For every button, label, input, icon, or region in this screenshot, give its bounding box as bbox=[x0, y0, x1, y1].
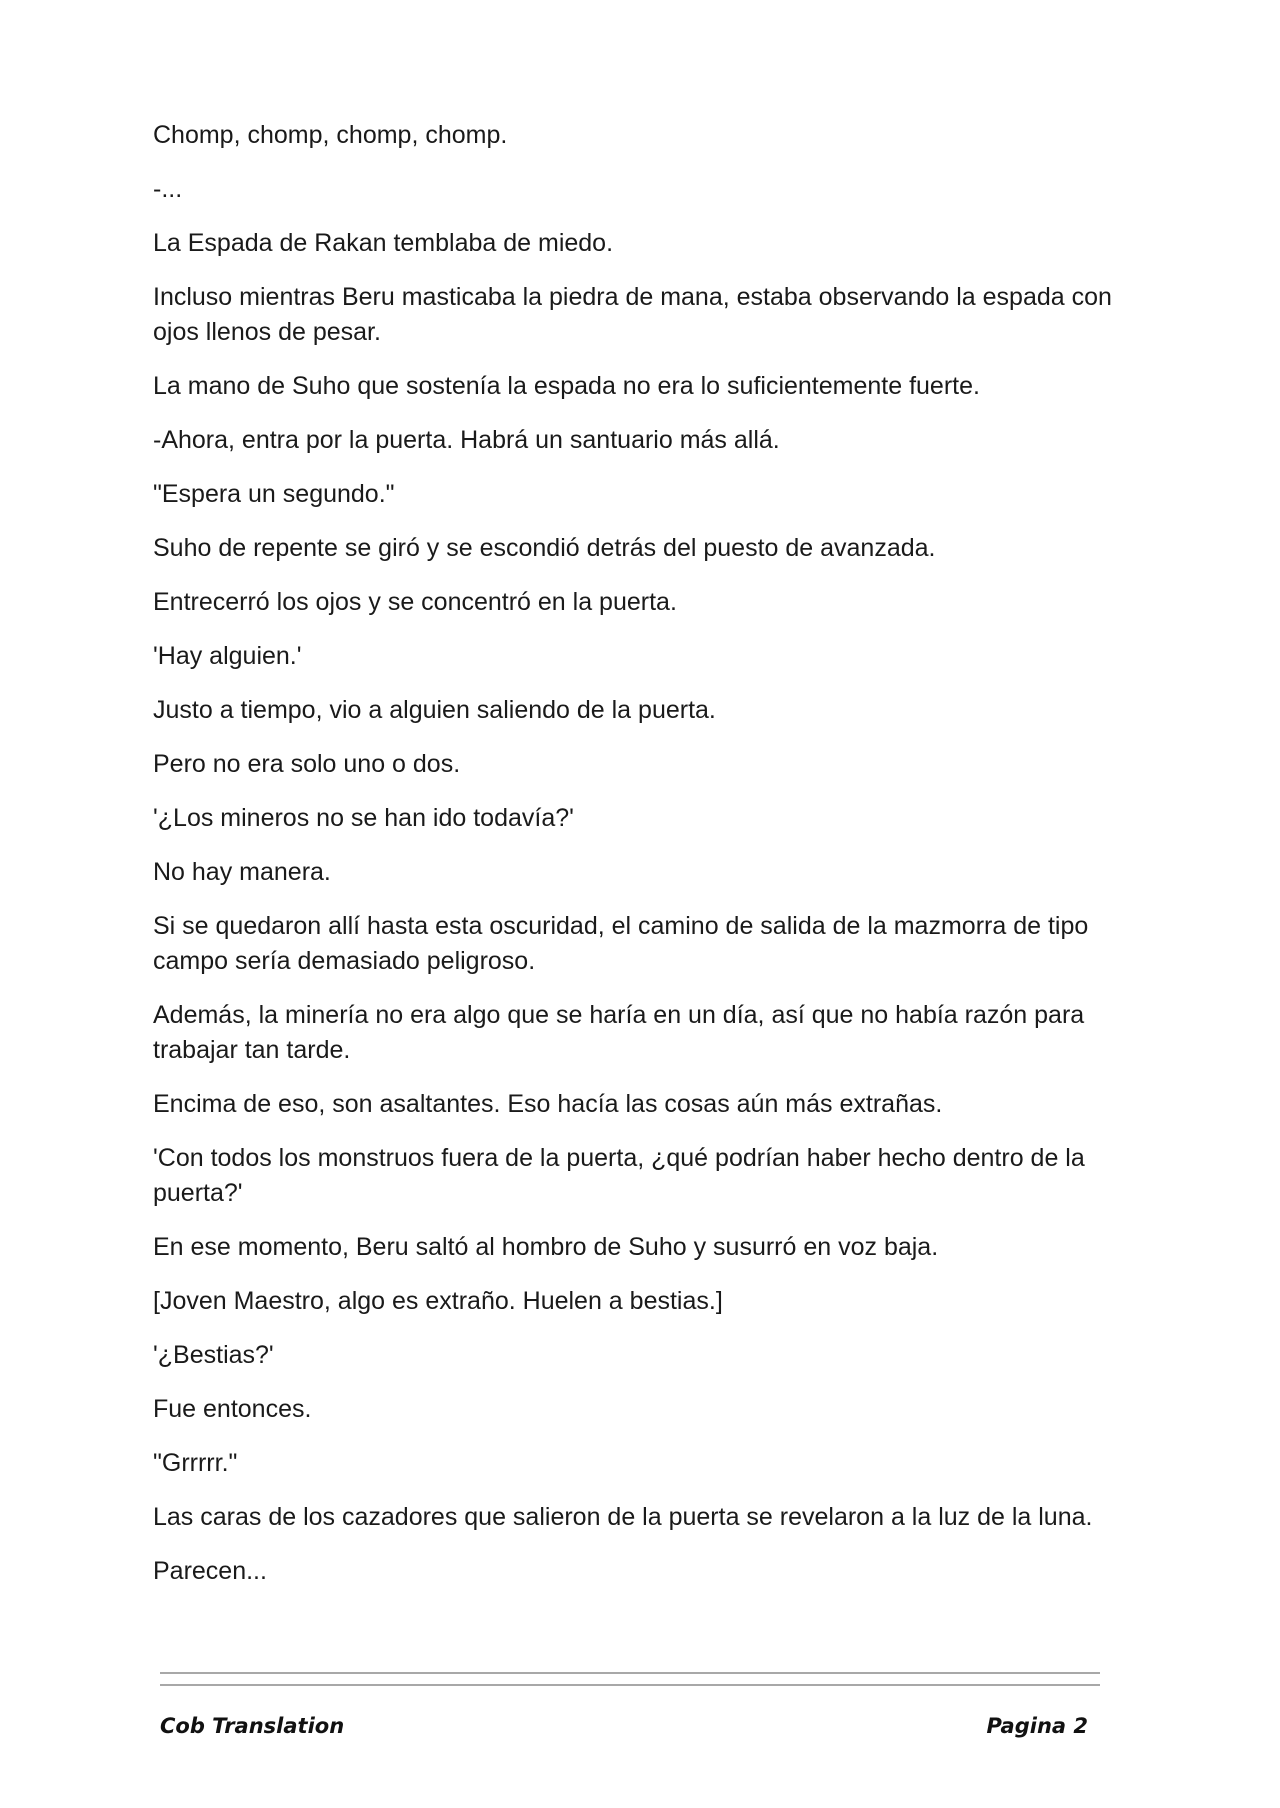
paragraph: Encima de eso, son asaltantes. Eso hacía las cosas aún más extrañas. bbox=[153, 1090, 943, 1118]
paragraph: -Ahora, entra por la puerta. Habrá un santuario más allá. bbox=[153, 426, 780, 454]
paragraph: Entrecerró los ojos y se concentró en la puerta. bbox=[153, 588, 677, 616]
paragraph: Pero no era solo uno o dos. bbox=[153, 750, 461, 778]
paragraph: En ese momento, Beru saltó al hombro de Suho y susurró en voz baja. bbox=[153, 1233, 939, 1261]
paragraph: 'Hay alguien.' bbox=[153, 642, 302, 670]
footer-divider-top bbox=[160, 1672, 1100, 1674]
paragraph: "Grrrrr." bbox=[153, 1449, 238, 1477]
paragraph: Fue entonces. bbox=[153, 1395, 312, 1423]
document-body bbox=[153, 118, 1113, 1608]
paragraph: Justo a tiempo, vio a alguien saliendo de la puerta. bbox=[153, 696, 716, 724]
paragraph: Además, la minería no era algo que se haría en un día, así que no había razón para trabajar tan tarde. bbox=[153, 1001, 1085, 1064]
paragraph: '¿Bestias?' bbox=[153, 1341, 274, 1369]
paragraph: La mano de Suho que sostenía la espada no era lo suficientemente fuerte. bbox=[153, 372, 980, 400]
footer-divider-bottom bbox=[160, 1684, 1100, 1686]
paragraph: Si se quedaron allí hasta esta oscuridad, el camino de salida de la mazmorra de tipo campo sería demasiado peligroso. bbox=[153, 912, 1089, 975]
footer-page-number: Pagina 2 bbox=[986, 1714, 1088, 1738]
paragraph: '¿Los mineros no se han ido todavía?' bbox=[153, 804, 574, 832]
paragraph: Suho de repente se giró y se escondió detrás del puesto de avanzada. bbox=[153, 534, 936, 562]
paragraph: La Espada de Rakan temblaba de miedo. bbox=[153, 229, 614, 257]
paragraph: Chomp, chomp, chomp, chomp. bbox=[153, 121, 508, 149]
paragraph: Incluso mientras Beru masticaba la piedra de mana, estaba observando la espada con ojos llenos de pesar. bbox=[153, 283, 1112, 346]
paragraph: [Joven Maestro, algo es extraño. Huelen a bestias.] bbox=[153, 1287, 723, 1315]
paragraph: 'Con todos los monstruos fuera de la puerta, ¿qué podrían haber hecho dentro de la puerta?' bbox=[153, 1144, 1085, 1207]
footer-translator-credit: Cob Translation bbox=[160, 1714, 345, 1738]
paragraph: Parecen... bbox=[153, 1557, 267, 1585]
paragraph: -... bbox=[153, 175, 183, 203]
paragraph: Las caras de los cazadores que salieron de la puerta se revelaron a la luz de la luna. bbox=[153, 1503, 1093, 1531]
paragraph: "Espera un segundo." bbox=[153, 480, 395, 508]
paragraph: No hay manera. bbox=[153, 858, 331, 886]
